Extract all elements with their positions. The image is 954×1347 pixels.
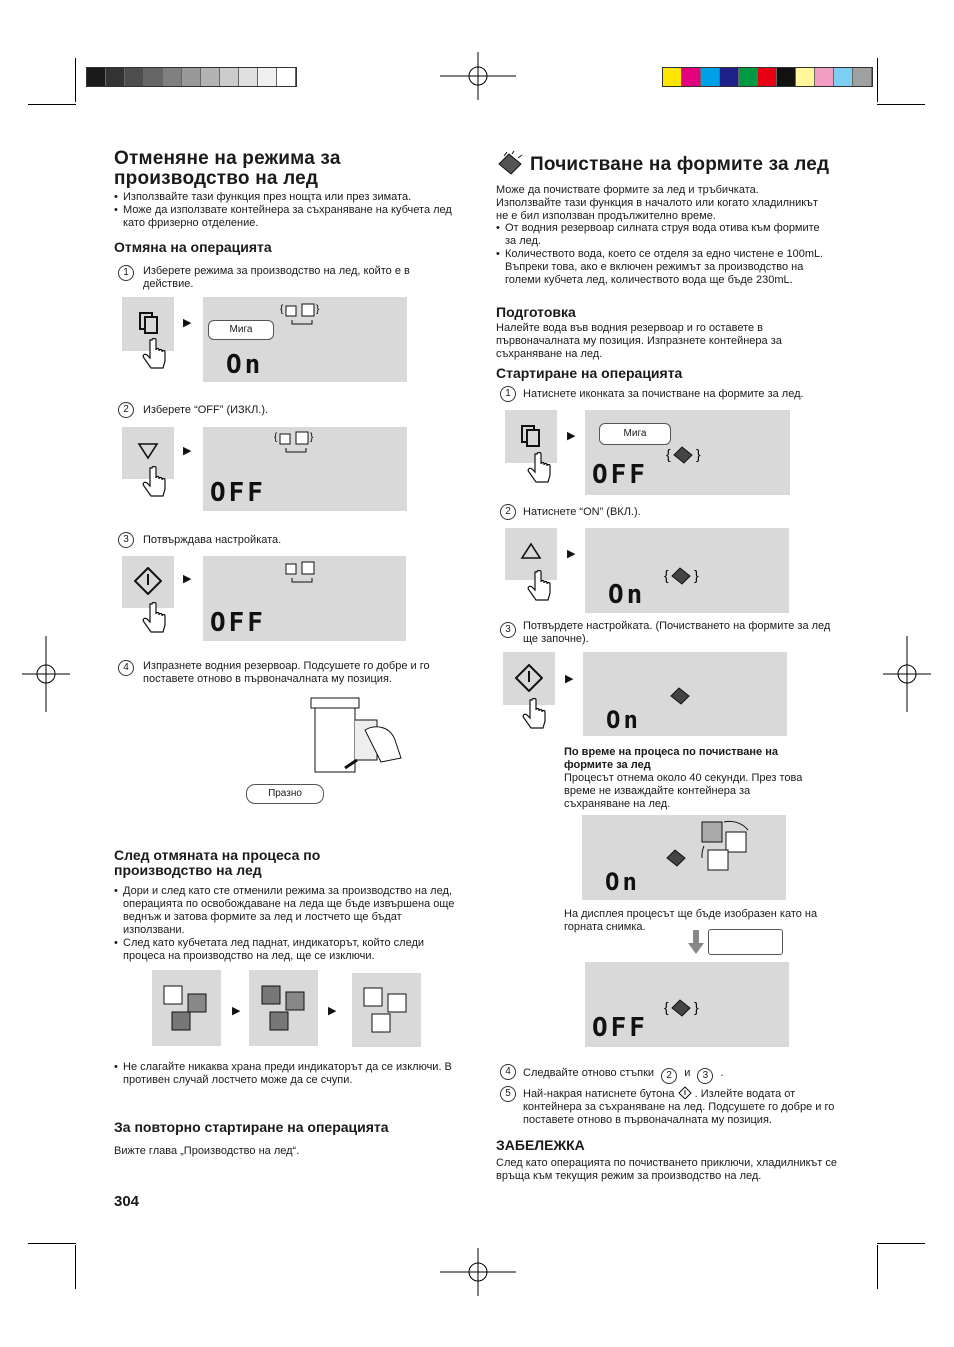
ice-maker-icon (278, 558, 324, 586)
step-number: 1 (118, 265, 134, 281)
crop-mark (28, 1243, 76, 1244)
color-swatch (682, 68, 701, 86)
step-text: Натиснете иконката за почистване на формите за лед. (523, 388, 804, 400)
next-arrow-icon: ▶ (567, 548, 576, 560)
color-swatch (106, 68, 125, 86)
confirm-diamond-icon (515, 664, 543, 692)
ice-cubes-icon (258, 982, 312, 1036)
step-text-part: . Излейте водата от контейнера за съхраняване на лед. Подсушете го добре и го поставете отново в първоначалната му позиция. (523, 1088, 835, 1126)
color-swatch (163, 68, 182, 86)
hand-pointer-icon (142, 338, 168, 372)
display-note: На дисплея процесът ще бъде изобразен като на горната снимка. (564, 908, 818, 933)
step-number: 3 (500, 622, 516, 638)
page-title-right: Почистване на формите за лед (530, 154, 830, 175)
registration-mark-left (22, 636, 70, 712)
ice-tray-cleaning-icon (668, 684, 694, 708)
step-text: Изберете “OFF” (ИЗКЛ.). (143, 404, 269, 416)
crop-mark (877, 1245, 878, 1289)
display-readout: OFF (592, 460, 648, 490)
section-heading: След отмяната на процеса по производство на лед (114, 847, 321, 878)
step-ref-2: 2 (661, 1068, 677, 1084)
restart-text: Вижте глава „Производство на лед“. (114, 1145, 300, 1157)
list-item: • Не слагайте никаква храна преди индикаторът да се изключи. В противен случай лостчето може да се счупи. (114, 1061, 454, 1087)
step-text-part: . (720, 1067, 724, 1079)
step-text-part: Следвайте отново стъпки (523, 1067, 655, 1079)
color-swatch (853, 68, 872, 86)
hand-pointer-icon (522, 698, 548, 732)
color-swatch (125, 68, 144, 86)
mode-icon (520, 424, 542, 448)
crop-mark (877, 104, 925, 105)
color-swatch (663, 68, 682, 86)
page-title-left: Отменяне на режима за производство на лед (114, 148, 341, 189)
water-tank-illustration (305, 690, 405, 780)
list-item: • Използвайте тази функция през нощта или през зимата. (114, 191, 464, 204)
display-readout: On (605, 868, 640, 896)
after-list (114, 885, 464, 963)
ice-cubes-icon (160, 982, 214, 1036)
confirm-diamond-icon (678, 1086, 692, 1099)
display-readout: On (606, 706, 641, 734)
svg-text:}: } (694, 999, 699, 1015)
confirm-diamond-icon (134, 567, 162, 595)
ice-tray-cleaning-icon (664, 562, 704, 588)
svg-text:{: { (664, 999, 669, 1015)
step-number: 2 (500, 504, 516, 520)
step-number: 4 (500, 1064, 516, 1080)
note-text: След като операцията по почистването приключи, хладилникът се връща към текущия режим за производство на лед. (496, 1157, 837, 1182)
ice-tray-cleaning-icon (664, 846, 690, 870)
list-item: • От водния резервоар силната струя вода отива към формите за лед. (496, 222, 831, 248)
color-swatch (720, 68, 739, 86)
color-swatch (87, 68, 106, 86)
page-number: 304 (114, 1193, 140, 1210)
color-swatch (201, 68, 220, 86)
callout-box (708, 929, 783, 955)
color-swatch (182, 68, 201, 86)
list-item: • Дори и след като сте отменили режима за производство на лед, операцията по освобождаване на леда ще бъде извършена още веднъж и затова формите за лед и лостчето ще бъдат използвани. (114, 885, 464, 937)
step-text (523, 1086, 838, 1127)
ice-maker-icon (278, 300, 324, 328)
next-arrow-icon: ▶ (183, 573, 192, 585)
step-text-part: и (684, 1067, 691, 1079)
section-heading: Стартиране на операцията (496, 365, 683, 381)
ice-tray-cleaning-icon (664, 994, 704, 1020)
color-swatch (815, 68, 834, 86)
display-readout: On (226, 350, 264, 380)
color-swatch (144, 68, 163, 86)
hand-pointer-icon (142, 602, 168, 636)
display-readout: On (608, 580, 646, 610)
intro-list-left (114, 191, 464, 230)
down-triangle-icon (137, 441, 159, 461)
step-number: 5 (500, 1086, 516, 1102)
svg-text:}: } (696, 446, 701, 462)
registration-mark-top (440, 52, 516, 100)
color-swatch (220, 68, 239, 86)
display-readout: OFF (210, 478, 266, 508)
registration-mark-right (883, 636, 931, 712)
color-swatch (701, 68, 720, 86)
color-swatch (834, 68, 853, 86)
section-heading: За повторно стартиране на операцията (114, 1119, 389, 1135)
crop-mark (877, 58, 878, 102)
next-arrow-icon: ▶ (183, 445, 192, 457)
list-item: • Може да използвате контейнера за съхраняване на кубчета лед като фризерно отделение. (114, 204, 464, 230)
next-arrow-icon: ▶ (565, 673, 574, 685)
svg-text:{: { (666, 446, 671, 462)
color-swatch (277, 68, 296, 86)
display-readout: OFF (592, 1013, 648, 1043)
svg-text:}: } (310, 432, 314, 443)
step-ref-3: 3 (697, 1068, 713, 1084)
hand-pointer-icon (527, 570, 553, 604)
mode-icon (138, 311, 160, 335)
step-text: Потвърждава настройката. (143, 534, 282, 546)
crop-mark (28, 104, 76, 105)
crop-mark (877, 1243, 925, 1244)
step-number: 3 (118, 532, 134, 548)
step-text: Потвърдете настройката. (Почистването на формите за лед ще започне). (523, 620, 831, 645)
color-swatch (777, 68, 796, 86)
step-text: Изберете режима за производство на лед, който е в действие. (143, 265, 410, 290)
step-text: Натиснете “ON” (ВКЛ.). (523, 506, 641, 518)
section-heading: Отмяна на операцията (114, 239, 272, 255)
crop-mark (75, 1245, 76, 1289)
ice-cubes-icon (360, 984, 414, 1038)
up-triangle-icon (520, 541, 542, 561)
section-heading: Подготовка (496, 304, 576, 320)
step-number: 4 (118, 660, 134, 676)
hand-pointer-icon (142, 466, 168, 500)
ice-tray-cleaning-icon (666, 441, 706, 467)
step-text (523, 1066, 724, 1082)
step-text: Изпразнете водния резервоар. Подсушете го добре и го поставете отново в първоначалната му позиция. (143, 660, 430, 685)
svg-text:{: { (280, 304, 284, 315)
note-heading: ЗАБЕЛЕЖКА (496, 1137, 585, 1153)
svg-text:}: } (316, 304, 320, 315)
hand-pointer-icon (527, 452, 553, 486)
down-arrow-icon (688, 930, 704, 956)
process-color-bar (662, 67, 873, 87)
registration-mark-bottom (440, 1248, 516, 1296)
svg-text:{: { (274, 432, 278, 443)
step-text-part: Най-накрая натиснете бутона (523, 1088, 675, 1100)
ice-tray-cleaning-icon (496, 150, 524, 176)
color-swatch (239, 68, 258, 86)
during-heading: По време на процеса по почистване на формите за лед (564, 746, 778, 771)
step-number: 2 (118, 402, 134, 418)
next-arrow-icon: ▶ (567, 430, 576, 442)
intro-text: Може да почиствате формите за лед и тръбичката. Използвайте тази функция в началото или когато хладилникът не е бил използван продължително време. (496, 184, 818, 222)
crop-mark (75, 58, 76, 102)
grey-color-bar (86, 67, 297, 87)
intro-list-right (496, 222, 831, 287)
next-arrow-icon: ▶ (183, 317, 192, 329)
during-text: Процесът отнема около 40 секунди. През това време не изваждайте контейнера за съхраняване на лед. (564, 772, 803, 810)
warning-list (114, 1061, 454, 1087)
color-swatch (739, 68, 758, 86)
blink-label: Мига (208, 320, 274, 340)
list-item: • След като кубчетата лед паднат, индикаторът, който следи процеса на производство на лед, ще се изключи. (114, 937, 464, 963)
display-readout: OFF (210, 608, 266, 638)
ice-maker-icon (272, 428, 318, 456)
empty-label: Празно (246, 784, 324, 804)
blink-label: Мига (599, 423, 671, 445)
list-item: • Количеството вода, което се отделя за едно чистене е 100mL. Въпреки това, ако е включен режимът за производство на големи кубчета лед, количеството вода ще бъде 230mL. (496, 248, 831, 287)
prep-text: Налейте вода във водния резервоар и го оставете в първоначалната му позиция. Изпразнете контейнера за съхраняване на лед. (496, 322, 782, 360)
step-number: 1 (500, 386, 516, 402)
ice-cycle-illustration (696, 818, 756, 878)
next-arrow-icon: ▶ (232, 1005, 241, 1017)
color-swatch (758, 68, 777, 86)
svg-text:{: { (664, 567, 669, 583)
next-arrow-icon: ▶ (328, 1005, 337, 1017)
color-swatch (796, 68, 815, 86)
svg-text:}: } (694, 567, 699, 583)
color-swatch (258, 68, 277, 86)
